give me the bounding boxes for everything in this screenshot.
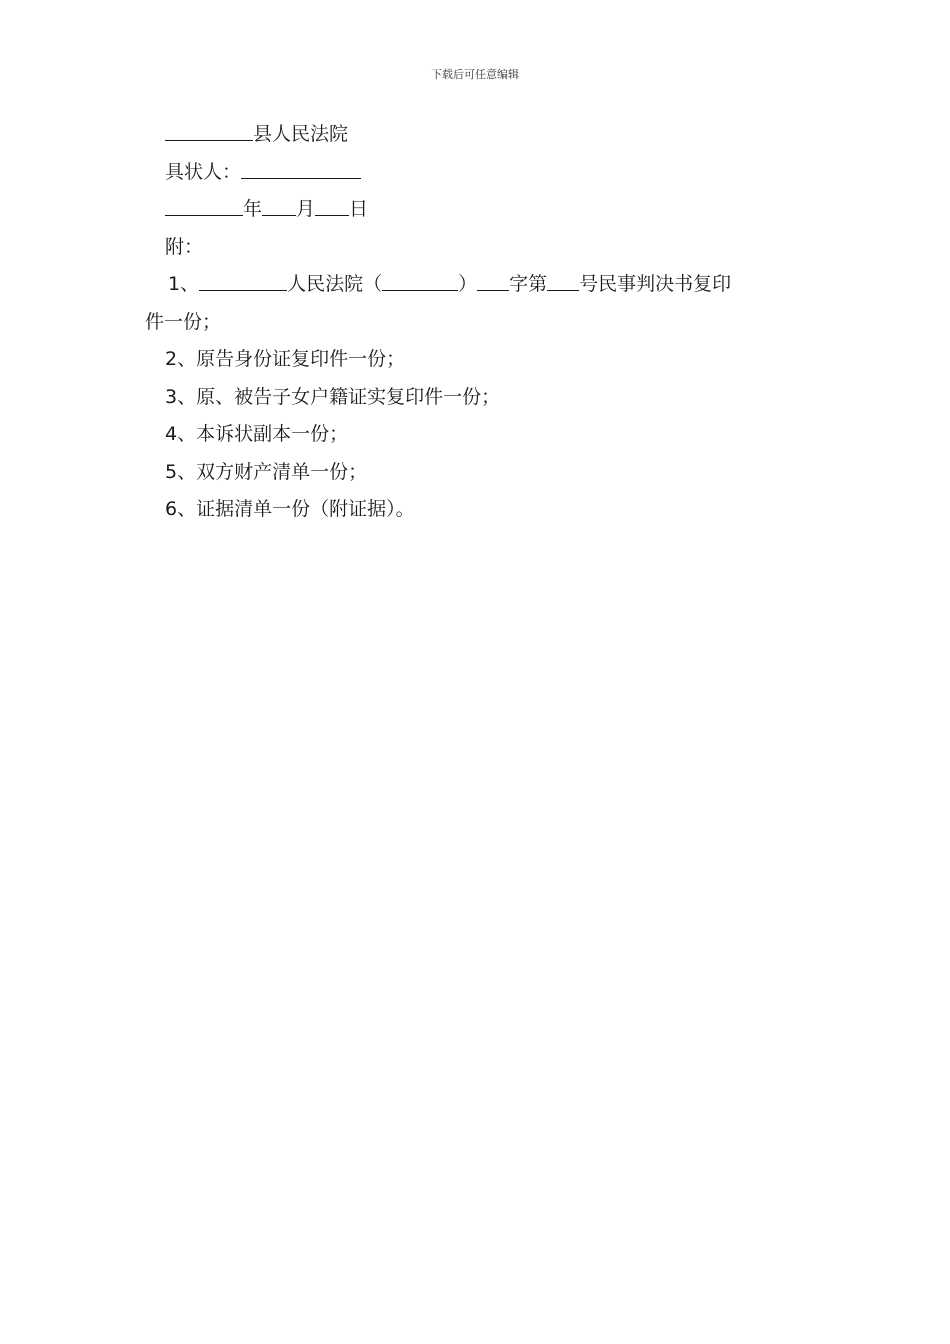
attachment-item-1 (145, 266, 815, 304)
date-line (145, 191, 815, 229)
attachment-item-5: 5、双方财产清单一份； (165, 460, 368, 483)
attachment-item-2: 2、原告身份证复印件一份； (165, 348, 406, 370)
year-label: 年 (243, 198, 263, 220)
year-blank[interactable] (165, 195, 243, 216)
item1-paren-blank[interactable] (382, 270, 458, 291)
petitioner-label: 具状人： (165, 160, 242, 183)
petitioner-line (145, 154, 815, 192)
day-label: 日 (349, 198, 369, 220)
court-line (145, 116, 815, 154)
item1-number-blank[interactable] (547, 270, 579, 291)
attachment-item-3: 3、原、被告子女户籍证实复印件一份； (165, 385, 501, 408)
page-header-note: 下载后可任意编辑 (431, 68, 519, 81)
document-body (145, 116, 815, 529)
item1-number: 1、 (168, 273, 200, 295)
county-blank[interactable] (165, 120, 253, 141)
attachment-item-6: 6、证据清单一份（附证据）。 (165, 498, 415, 520)
item1-rest-line1: 号民事判决书复印 (579, 273, 732, 295)
month-label: 月 (296, 198, 316, 220)
item1-zi-blank[interactable] (477, 270, 509, 291)
item1-court-blank[interactable] (199, 270, 287, 291)
item1-court-text: 人民法院（ (287, 273, 383, 295)
month-blank[interactable] (262, 195, 296, 216)
item1-zi-di: 字第 (509, 273, 548, 295)
attachment-item-4: 4、本诉状副本一份； (165, 423, 349, 445)
day-blank[interactable] (315, 195, 349, 216)
item1-close-paren: ） (458, 273, 478, 295)
petitioner-blank[interactable] (241, 158, 361, 179)
attachment-item-1-continued: 件一份； (145, 310, 222, 333)
court-suffix: 县人民法院 (253, 123, 349, 145)
attachments-heading: 附： (165, 235, 204, 258)
